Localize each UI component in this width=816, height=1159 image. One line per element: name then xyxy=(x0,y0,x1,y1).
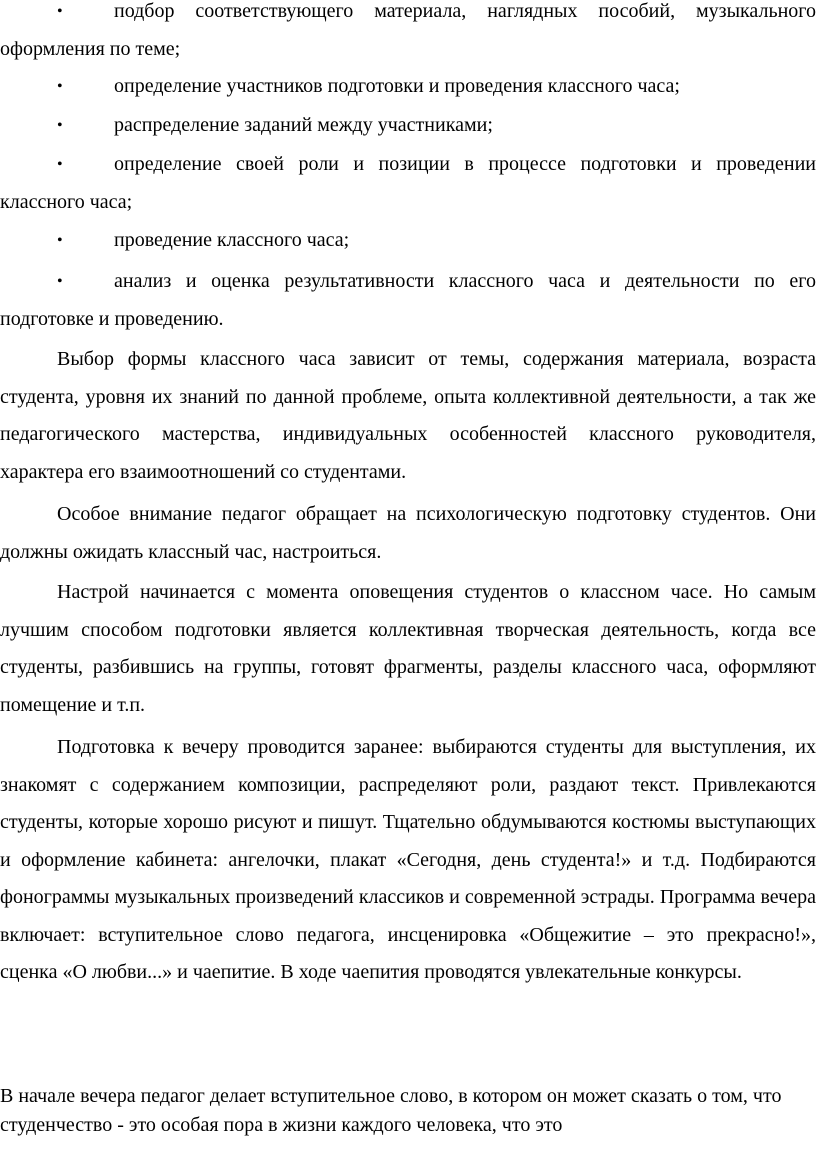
bullet-dot: • xyxy=(57,78,63,95)
bullet-item xyxy=(0,263,816,338)
bullet-dot: • xyxy=(57,156,63,173)
bullet-item xyxy=(0,222,816,260)
bullet-text: определение своей роли и позиции в процессе подготовки и проведении классного часа; xyxy=(0,153,816,213)
bullet-dot: • xyxy=(57,3,63,20)
bullet-item xyxy=(0,146,816,221)
bullet-text: определение участников подготовки и проведения классного часа; xyxy=(114,75,680,97)
paragraph: Настрой начинается с момента оповещения студентов о классном часе. Но самым лучшим способом подготовки является коллективная творческая деятельность, когда все студенты, разбившись на группы, готовят фрагменты, разделы классного часа, оформляют помещение и т.п. xyxy=(0,581,816,716)
bullet-item xyxy=(0,0,816,68)
bullet-dot: • xyxy=(57,273,63,290)
bullet-item xyxy=(0,68,816,106)
bullet-item xyxy=(0,107,816,145)
closing-paragraph: В начале вечера педагог делает вступительное слово, в котором он может сказать о том, что студенчество - это особая пора в жизни каждого человека, что это xyxy=(0,1085,782,1136)
paragraph: Выбор формы классного часа зависит от темы, содержания материала, возраста студента, уровня их знаний по данной проблеме, опыта коллективной деятельности, а так же педагогического мастерства, индивидуальных особенностей классного руководителя, характера его взаимоотношений со студентами. xyxy=(0,348,816,483)
paragraph: Подготовка к вечеру проводится заранее: выбираются студенты для выступления, их знакомят с содержанием композиции, распределяют роли, раздают текст. Привлекаются студенты, которые хорошо рисуют и пишут. Тщательно обдумываются костюмы выступающих и оформление кабинета: ангелочки, плакат «Сегодня, день студента!» и т.д. Подбираются фонограммы музыкальных произведений классиков и современной эстрады. Программа вечера включает: вступительное слово педагога, инсценировка «Общежитие – это прекрасно!», сценка «О любви...» и чаепитие. В ходе чаепития проводятся увлекательные конкурсы. xyxy=(0,736,816,983)
bullet-text: распределение заданий между участниками; xyxy=(114,114,493,136)
bullet-dot: • xyxy=(57,117,63,134)
bullet-text: анализ и оценка результативности классного часа и деятельности по его подготовке и проведению. xyxy=(0,270,816,330)
bullet-text: проведение классного часа; xyxy=(114,229,350,251)
bullet-dot: • xyxy=(57,232,63,249)
paragraph: Особое внимание педагог обращает на психологическую подготовку студентов. Они должны ожидать классный час, настроиться. xyxy=(0,503,816,563)
bullet-text: подбор соответствующего материала, наглядных пособий, музыкального оформления по теме; xyxy=(0,0,816,60)
